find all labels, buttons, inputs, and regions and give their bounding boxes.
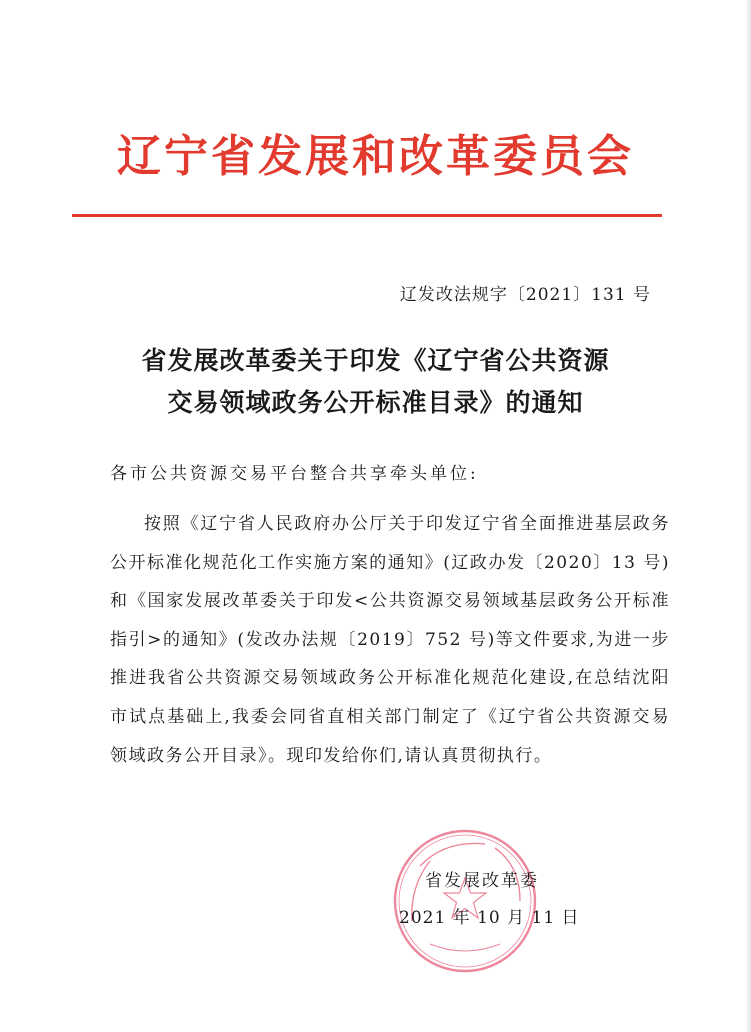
document-title-line-2: 交易领域政务公开标准目录》的通知 <box>167 388 584 417</box>
document-number: 辽发改法规字〔2021〕131 号 <box>399 285 651 305</box>
official-seal-icon <box>390 826 540 976</box>
signature-date: 2021 年 10 月 11 日 <box>399 908 580 928</box>
signer-name: 省发展改革委 <box>425 871 539 891</box>
salutation: 各市公共资源交易平台整合共享牵头单位: <box>110 464 479 484</box>
scan-edge-shadow <box>745 0 751 1032</box>
body-paragraph: 按照《辽宁省人民政府办公厅关于印发辽宁省全面推进基层政务公开标准化规范化工作实施方案的通知》(辽政办发〔2020〕13 号)和《国家发展改革委关于印发<公共资源交易领域基层政务公开标准指引>的通知》(发改办法规〔2019〕752 号)等文件要求,为进一步推进我省公共资源交易领域政务公开标准化规范化建设,在总结沈阳市试点基础上,我委会同省直相关部门制定了《辽宁省公共资源交易领域政务公开目录》。现印发给你们,请认真贯彻执行。 <box>110 514 670 766</box>
document-title-line-1: 省发展改革委关于印发《辽宁省公共资源 <box>141 346 610 375</box>
header-red-rule <box>72 214 662 217</box>
document-title <box>0 340 751 424</box>
header-org-title: 辽宁省发展和改革委员会 <box>117 131 634 182</box>
